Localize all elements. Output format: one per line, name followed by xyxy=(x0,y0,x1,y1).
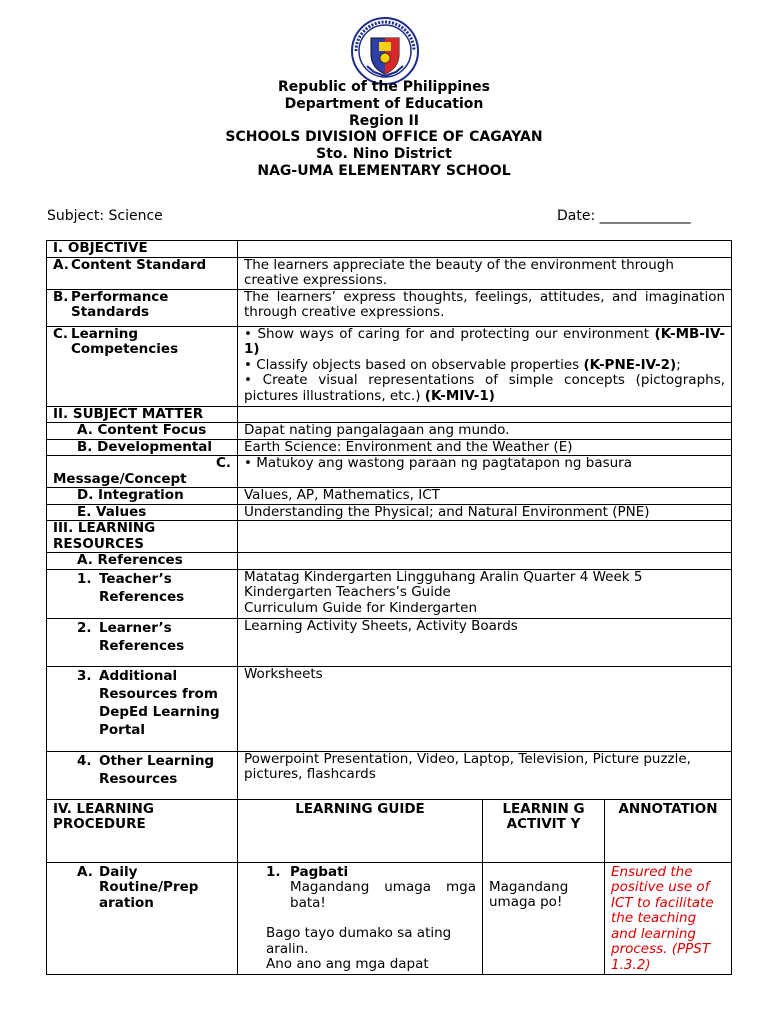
objective-heading-value xyxy=(238,241,732,258)
lesson-plan-table xyxy=(46,240,732,975)
letterhead-line-region: Region II xyxy=(349,112,419,129)
deped-seal-icon xyxy=(350,16,420,86)
letterhead-line-school: NAG-UMA ELEMENTARY SCHOOL xyxy=(257,162,511,179)
integration-value: Values, AP, Mathematics, ICT xyxy=(238,488,732,505)
integration-label: D. Integration xyxy=(47,488,238,505)
letterhead-line-district: Sto. Nino District xyxy=(316,146,452,163)
other-resources-value: Powerpoint Presentation, Video, Laptop, Television, Picture puzzle, pictures, flashcards xyxy=(238,751,732,799)
learning-activity-header: LEARNIN G ACTIVIT Y xyxy=(483,799,605,862)
message-concept-label: C. Message/Concept xyxy=(47,456,238,488)
learner-references-value: Learning Activity Sheets, Activity Boards xyxy=(238,618,732,666)
additional-resources-value: Worksheets xyxy=(238,666,732,751)
learning-procedure-heading: IV. LEARNING PROCEDURE xyxy=(47,799,238,862)
competency-item: • Create visual representations of simple concepts (pictographs, pictures illustrations, etc.) (K-MIV-1) xyxy=(244,372,726,404)
content-standard-label: A. Content Standard xyxy=(47,257,238,289)
references-label: A. References xyxy=(47,553,238,570)
other-resources-label: 4. Other Learning Resources xyxy=(47,751,238,799)
performance-standards-label: B. Performance Standards xyxy=(47,289,238,326)
content-focus-label: A. Content Focus xyxy=(47,423,238,440)
content-standard-value: The learners appreciate the beauty of the environment through creative expressions. xyxy=(238,257,732,289)
letterhead-line-division: SCHOOLS DIVISION OFFICE OF CAGAYAN xyxy=(225,129,543,146)
performance-standards-value: The learners’ express thoughts, feelings, attitudes, and imagination through creative expressions. xyxy=(238,289,732,326)
message-concept-value: • Matukoy ang wastong paraan ng pagtatapon ng basura xyxy=(238,456,732,488)
annotation-header: ANNOTATION xyxy=(605,799,732,862)
letterhead-line-department: Department of Education xyxy=(284,95,484,112)
learning-guide-header: LEARNING GUIDE xyxy=(238,799,483,862)
competency-item: • Classify objects based on observable properties (K-PNE-IV-2); xyxy=(244,356,681,373)
letterhead-line-republic: Republic of the Philippines xyxy=(278,79,490,95)
date-field: Date: _____________ xyxy=(557,208,691,224)
learning-competencies-label: C. Learning Competencies xyxy=(47,326,238,406)
objective-heading: I. OBJECTIVE xyxy=(47,241,238,258)
learning-resources-heading: III. LEARNING RESOURCES xyxy=(47,521,238,553)
learner-references-label: 2. Learner’s References xyxy=(47,618,238,666)
content-focus-value: Dapat nating pangalagaan ang mundo. xyxy=(238,423,732,440)
learning-competencies-value xyxy=(238,326,732,406)
values-value: Understanding the Physical; and Natural Environment (PNE) xyxy=(238,504,732,521)
daily-routine-annotation: Ensured the positive use of ICT to facilitate the teaching and learning process. (PPST 1.3.2) xyxy=(605,862,732,974)
developmental-value: Earth Science: Environment and the Weather (E) xyxy=(238,439,732,456)
subject-field: Subject: Science xyxy=(47,208,163,224)
subject-matter-heading: II. SUBJECT MATTER xyxy=(47,406,238,423)
daily-routine-label: A. Daily Routine/Prep aration xyxy=(47,862,238,974)
letterhead xyxy=(0,79,768,180)
values-label: E. Values xyxy=(47,504,238,521)
daily-routine-activity: Magandang umaga po! xyxy=(483,862,605,974)
additional-resources-label: 3. Additional Resources from DepEd Learning Portal xyxy=(47,666,238,751)
competency-item: • Show ways of caring for and protecting our environment (K-MB-IV-1) xyxy=(244,325,726,357)
daily-routine-guide: 1. Pagbati Magandang umaga mga bata! Bago tayo dumako sa ating aralin. Ano ano ang mga dapat xyxy=(238,862,483,974)
developmental-label: B. Developmental xyxy=(47,439,238,456)
teacher-references-label: 1. Teacher’s References xyxy=(47,569,238,618)
teacher-references-value: Matatag Kindergarten Lingguhang Aralin Quarter 4 Week 5 Kindergarten Teachers’s Guide Curriculum Guide for Kindergarten xyxy=(238,569,732,618)
